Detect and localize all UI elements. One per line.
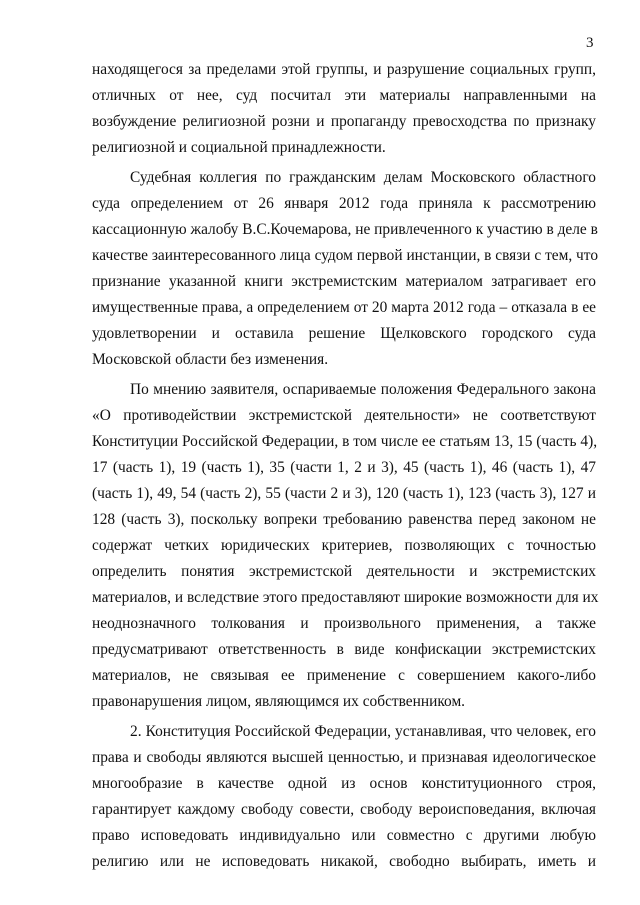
text-line: права и свободы являются высшей ценностью, и признавая идеологическое [92, 749, 596, 766]
text-line: материалов, и вследствие этого предоставляют широкие возможности для их [92, 589, 599, 606]
text-line: предусматривают ответственность в виде конфискации экстремистских [92, 641, 596, 658]
text-line: отличных от нее, суд посчитал эти материалы направленными на [92, 87, 596, 104]
text-line: 17 (часть 1), 19 (часть 1), 35 (части 1, 2 и 3), 45 (часть 1), 46 (часть 1), 47 [92, 459, 596, 476]
page-number: 3 [586, 35, 594, 51]
paragraph [92, 377, 599, 715]
text-line: определить понятия экстремистской деятельности и экстремистских [92, 563, 596, 580]
text-line: удовлетворении и оставила решение Щелковского городского суда [92, 325, 596, 342]
paragraph [92, 719, 596, 875]
text-line: религию или не исповедовать никакой, свободно выбирать, иметь и [92, 853, 596, 870]
text-line: право исповедовать индивидуально или совместно с другими любую [92, 827, 596, 844]
text-line: Конституции Российской Федерации, в том числе ее статьям 13, 15 (часть 4), [92, 433, 598, 450]
text-line: правонарушения лицом, являющимся их собственником. [92, 693, 466, 710]
text-line: возбуждение религиозной розни и пропаганду превосходства по признаку [92, 113, 596, 130]
text-line: кассационную жалобу В.С.Кочемарова, не привлеченного к участию в деле в [92, 221, 598, 238]
text-line: религиозной и социальной принадлежности. [92, 139, 386, 156]
paragraph [92, 57, 596, 161]
text-line: многообразие в качестве одной из основ конституционного строя, [92, 775, 596, 792]
paragraph [92, 165, 599, 373]
text-line: 2. Конституция Российской Федерации, устанавливая, что человек, его [130, 723, 596, 740]
text-line: (часть 1), 49, 54 (часть 2), 55 (части 2 и 3), 120 (часть 1), 123 (часть 3), 127 и [92, 485, 596, 502]
text-line: «О противодействии экстремистской деятельности» не соответствуют [92, 407, 596, 424]
text-line: Московской области без изменения. [92, 351, 329, 368]
text-line: Судебная коллегия по гражданским делам Московского областного [130, 169, 596, 186]
text-line: суда определением от 26 января 2012 года приняла к рассмотрению [92, 195, 596, 212]
text-line: материалов, не связывая ее применение с совершением какого-либо [92, 667, 596, 684]
text-line: имущественные права, а определением от 20 марта 2012 года – отказала в ее [92, 299, 596, 316]
text-line: качестве заинтересованного лица судом первой инстанции, в связи с тем, что [92, 247, 599, 264]
text-line: находящегося за пределами этой группы, и разрушение социальных групп, [92, 61, 596, 78]
text-line: гарантирует каждому свободу совести, свободу вероисповедания, включая [92, 801, 596, 818]
text-line: 128 (часть 3), поскольку вопреки требованию равенства перед законом не [92, 511, 596, 528]
text-line: По мнению заявителя, оспариваемые положения Федерального закона [130, 381, 596, 398]
document-body [92, 57, 599, 875]
text-line: неоднозначного толкования и произвольного применения, а также [92, 615, 596, 632]
text-line: признание указанной книги экстремистским материалом затрагивает его [92, 273, 596, 290]
text-line: содержат четких юридических критериев, позволяющих с точностью [92, 537, 596, 554]
